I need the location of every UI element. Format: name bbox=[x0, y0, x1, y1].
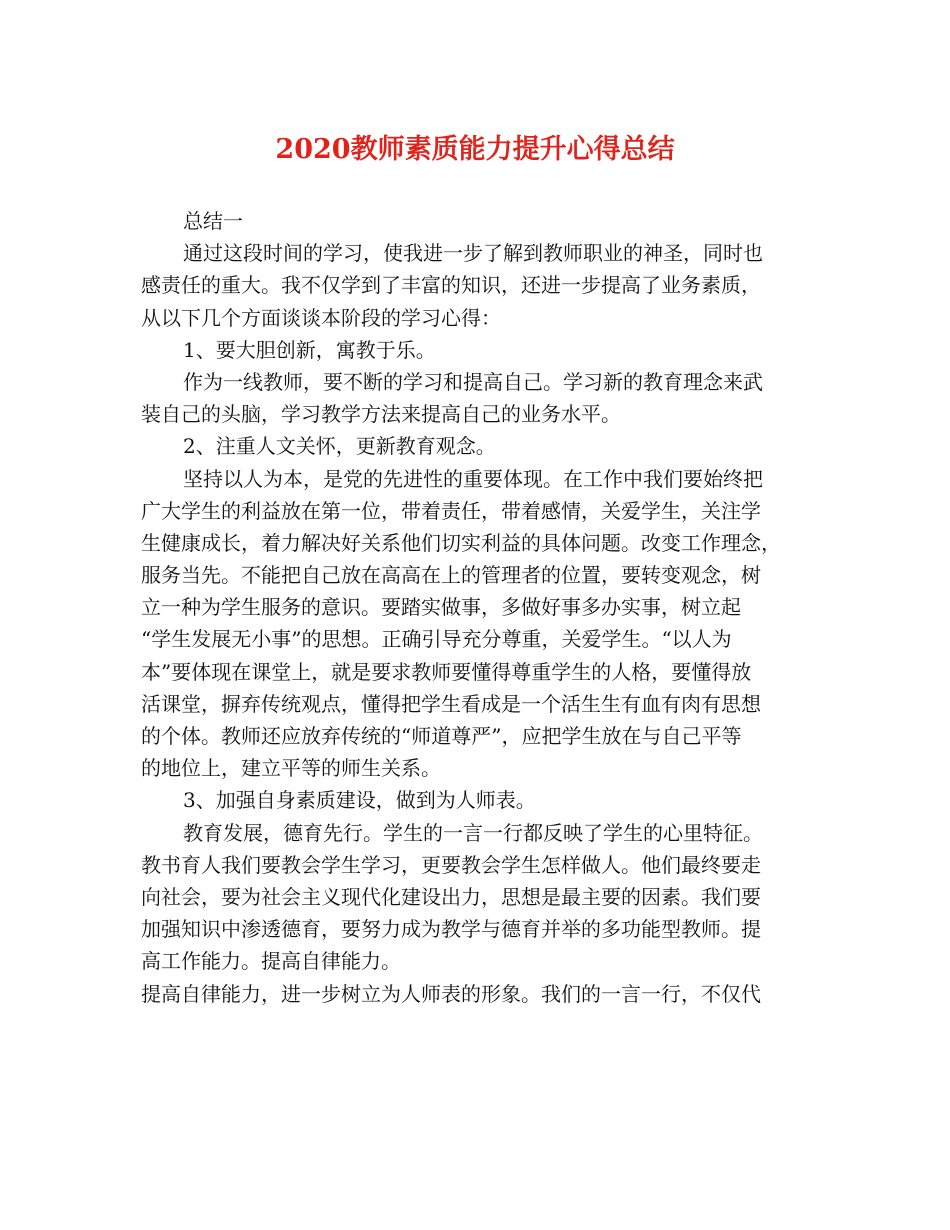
text-line: “学生发展无小事”的思想。正确引导充分尊重，关爱学生。“以人为 bbox=[141, 627, 732, 652]
text-line: 广大学生的利益放在第一位，带着责任，带着感情，关爱学生，关注学 bbox=[141, 498, 761, 523]
text-line: 加强知识中渗透德育，要努力成为教学与德育并举的多功能型教师。提 bbox=[141, 917, 761, 942]
text-line: 通过这段时间的学习，使我进一步了解到教师职业的神圣，同时也 bbox=[183, 241, 763, 266]
text-line: 生健康成长，着力解决好关系他们切实利益的具体问题。改变工作理念， bbox=[141, 530, 781, 555]
text-line: 高工作能力。提高自律能力。 bbox=[141, 949, 401, 974]
text-line: 活课堂，摒弃传统观点，懂得把学生看成是一个活生生有血有肉有思想 bbox=[141, 691, 761, 716]
text-line: 的地位上，建立平等的师生关系。 bbox=[141, 756, 441, 781]
text-line: 教书育人我们要教会学生学习，更要教会学生怎样做人。他们最终要走 bbox=[141, 852, 761, 877]
text-line: 3、加强自身素质建设，做到为人师表。 bbox=[183, 788, 536, 813]
text-line: 总结一 bbox=[183, 209, 243, 233]
document-title: 2020教师素质能力提升心得总结 bbox=[275, 134, 675, 165]
text-line: 服务当先。不能把自己放在高高在上的管理者的位置，要转变观念，树 bbox=[141, 563, 761, 588]
text-line: 立一种为学生服务的意识。要踏实做事，多做好事多办实事，树立起 bbox=[141, 595, 741, 620]
text-line: 本”要体现在课堂上，就是要求教师要懂得尊重学生的人格，要懂得放 bbox=[141, 659, 752, 684]
text-line: 装自己的头脑，学习教学方法来提高自己的业务水平。 bbox=[141, 402, 621, 427]
text-line: 从以下几个方面谈谈本阶段的学习心得： bbox=[141, 305, 501, 330]
text-line: 坚持以人为本，是党的先进性的重要体现。在工作中我们要始终把 bbox=[183, 466, 763, 491]
text-line: 1、要大胆创新，寓教于乐。 bbox=[183, 337, 436, 362]
text-line: 教育发展，德育先行。学生的一言一行都反映了学生的心里特征。 bbox=[183, 820, 763, 845]
text-line: 向社会，要为社会主义现代化建设出力，思想是最主要的因素。我们要 bbox=[141, 884, 761, 909]
text-line: 作为一线教师，要不断的学习和提高自己。学习新的教育理念来武 bbox=[183, 369, 763, 394]
text-line: 提高自律能力，进一步树立为人师表的形象。我们的一言一行，不仅代 bbox=[141, 981, 761, 1006]
text-line: 的个体。教师还应放弃传统的“师道尊严”，应把学生放在与自己平等 bbox=[141, 724, 742, 748]
text-line: 感责任的重大。我不仅学到了丰富的知识，还进一步提高了业务素质， bbox=[141, 273, 761, 298]
document-body bbox=[141, 205, 821, 1010]
text-line: 2、注重人文关怀，更新教育观念。 bbox=[183, 434, 496, 459]
